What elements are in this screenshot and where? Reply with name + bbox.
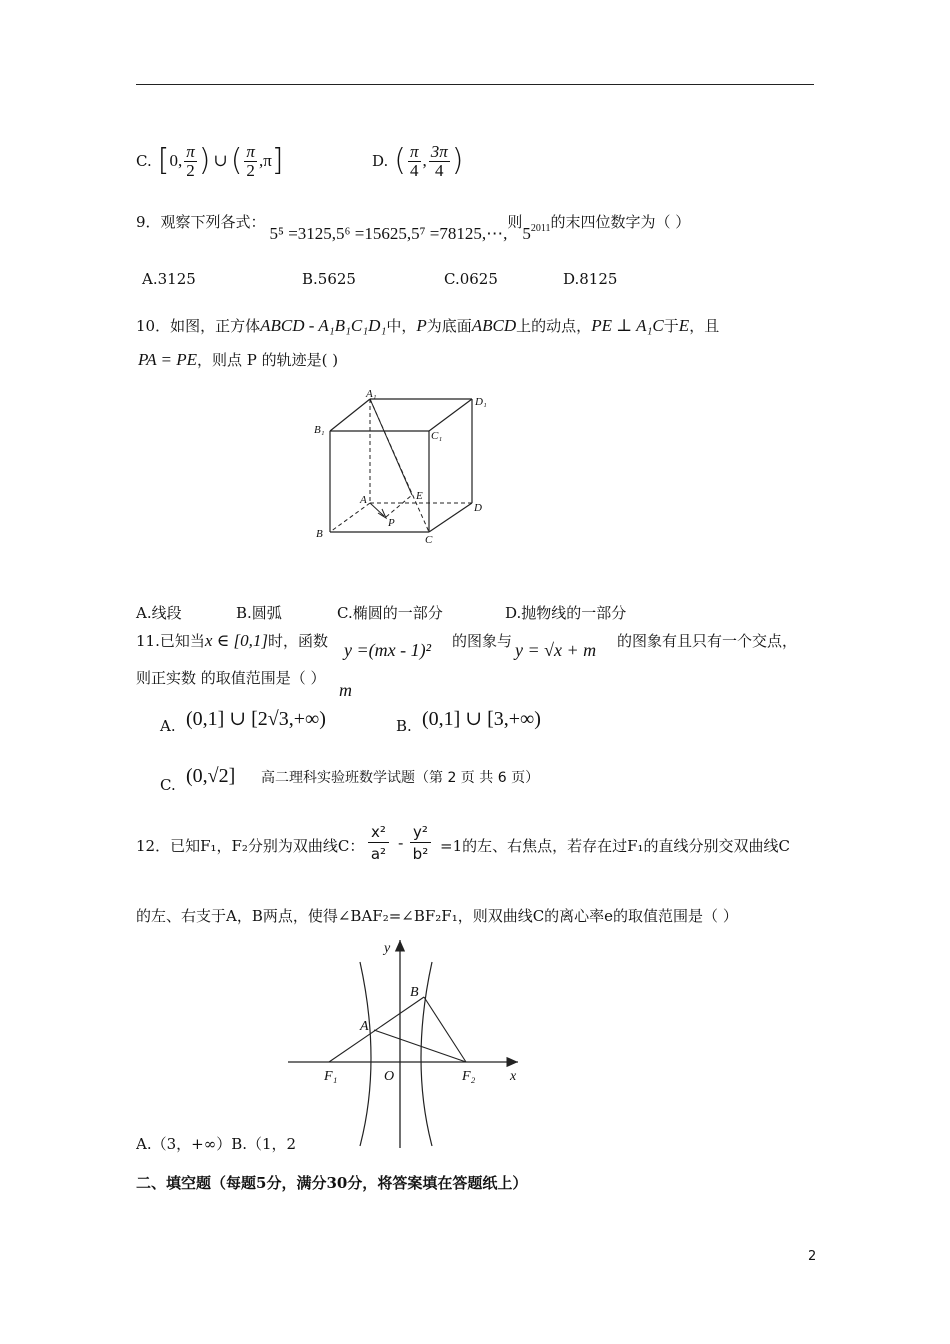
label-a1: A₁ xyxy=(366,388,377,400)
section-2-title: 二、填空题（每题5分，满分30分，将答案填在答题纸上） xyxy=(136,1174,528,1192)
q9-option-c: C.0625 xyxy=(444,270,498,288)
q10-line2: PA = PE，则点 P 的轨迹是( ) xyxy=(138,350,339,369)
label-f1: F₁ xyxy=(324,1069,338,1084)
line-a-f2 xyxy=(374,1030,466,1062)
q12-line1-b: =1的左、右焦点，若存在过F₁的直线分别交双曲线C xyxy=(440,837,791,855)
q12-line1-a: 12．已知F₁，F₂分别为双曲线C： xyxy=(136,837,365,855)
label-a: A xyxy=(360,494,367,506)
segment-p-e xyxy=(386,495,412,517)
q11-option-b: (0,1] ∪ [3,+∞) xyxy=(422,708,541,730)
q9-formula: 5⁵ =3125,5⁶ =15625,5⁷ =78125,⋯, xyxy=(269,224,508,243)
label-f2: F₂ xyxy=(462,1069,476,1084)
q10-option-b: B.圆弧 xyxy=(236,604,282,622)
q11-option-a-label: A. xyxy=(160,717,176,735)
q9-stem: 9．观察下列各式： 5⁵ =3125,5⁶ =15625,5⁷ =78125,⋯, 则 $5^{2011}$ 的末四位数字为（ ） xyxy=(136,212,690,235)
label-d1: D₁ xyxy=(475,396,487,408)
q12-fraction-x: x² a² xyxy=(368,822,389,865)
q9-option-d: D.8125 xyxy=(563,270,618,288)
line-b-f2 xyxy=(424,997,466,1062)
q9-option-a: A.3125 xyxy=(142,270,196,288)
label-y: y xyxy=(384,941,391,956)
q11-line1-c: 的图象与 xyxy=(452,632,513,650)
q8-c-label: C. xyxy=(136,152,152,170)
label-d: D xyxy=(474,502,482,514)
q11-m-var: m xyxy=(339,680,352,700)
q11-option-a: (0,1] ∪ [2√3,+∞) xyxy=(186,708,326,730)
label-p: P xyxy=(388,517,395,529)
q11-option-b-label: B. xyxy=(396,717,412,735)
label-o: O xyxy=(384,1069,395,1084)
hyperbola-figure xyxy=(282,932,528,1154)
q11-line1: 11.已知当x ∈ [0,1]时，函数 xyxy=(136,631,328,650)
page-footer-overlay: 高二理科实验班数学试题（第 2 页 共 6 页） xyxy=(259,767,541,787)
q8-d-label: D. xyxy=(372,152,389,170)
label-c: C xyxy=(425,534,433,546)
q10-line1: 10．如图，正方体ABCD - A₁B₁C₁D₁中，P为底面ABCD上的动点，PE ⊥ A₁C于E，且 xyxy=(136,316,720,335)
q11-line2: 则正实数 的取值范围是（ ） xyxy=(136,669,326,687)
segment-a1-e xyxy=(370,399,412,495)
hidden-edge-a-b xyxy=(330,503,370,532)
label-a: A xyxy=(360,1019,369,1034)
header-rule xyxy=(136,84,814,85)
q8-option-d: D. ( $\frac{\pi}{4}$ , $\frac{3\pi}{4}$ ) xyxy=(372,141,464,180)
edge-b1-a1 xyxy=(330,399,370,431)
q11-option-c: (0,√2] xyxy=(186,765,236,787)
edge-c1-d1 xyxy=(429,399,472,431)
label-c1: C₁ xyxy=(431,430,443,442)
q9-power: $5^{2011}$ xyxy=(522,223,551,243)
hyperbola-right-branch xyxy=(421,962,432,1146)
label-b: B xyxy=(316,528,323,540)
label-x: x xyxy=(510,1069,517,1084)
line-f1-b xyxy=(329,997,424,1062)
q10-option-a: A.线段 xyxy=(136,604,182,622)
q12-line2: 的左、右支于A，B两点，使得∠BAF₂=∠BF₂F₁，则双曲线C的离心率e的取值范围是（ ） xyxy=(136,907,738,925)
q12-options-partial: A.（3，+∞）B.（1，2 xyxy=(136,1135,297,1153)
q9-option-b: B.5625 xyxy=(302,270,356,288)
q12-minus: - xyxy=(398,834,404,852)
q12-fraction-y: y² b² xyxy=(410,822,431,865)
label-b1: B₁ xyxy=(314,424,325,436)
edge-c-d xyxy=(429,503,472,532)
cube-figure xyxy=(308,385,498,550)
q8-option-c: C. [ 0, $\frac{\pi}{2}$ ) ∪ ( $\frac{\pi}{2}$ ,π ] xyxy=(136,141,284,180)
q11-option-c-label: C. xyxy=(160,776,176,794)
q10-option-c: C.椭圆的一部分 xyxy=(337,604,443,622)
hyperbola-left-branch xyxy=(360,962,371,1146)
page-number: 2 xyxy=(808,1249,817,1264)
label-b: B xyxy=(410,985,419,1000)
q11-func2: y = √x + m xyxy=(515,640,597,660)
q10-option-d: D.抛物线的一部分 xyxy=(505,604,627,622)
q11-func1: y =(mx - 1)² xyxy=(344,640,432,660)
label-e: E xyxy=(416,490,423,502)
q11-line1-d: 的图象有且只有一个交点， xyxy=(617,632,798,650)
